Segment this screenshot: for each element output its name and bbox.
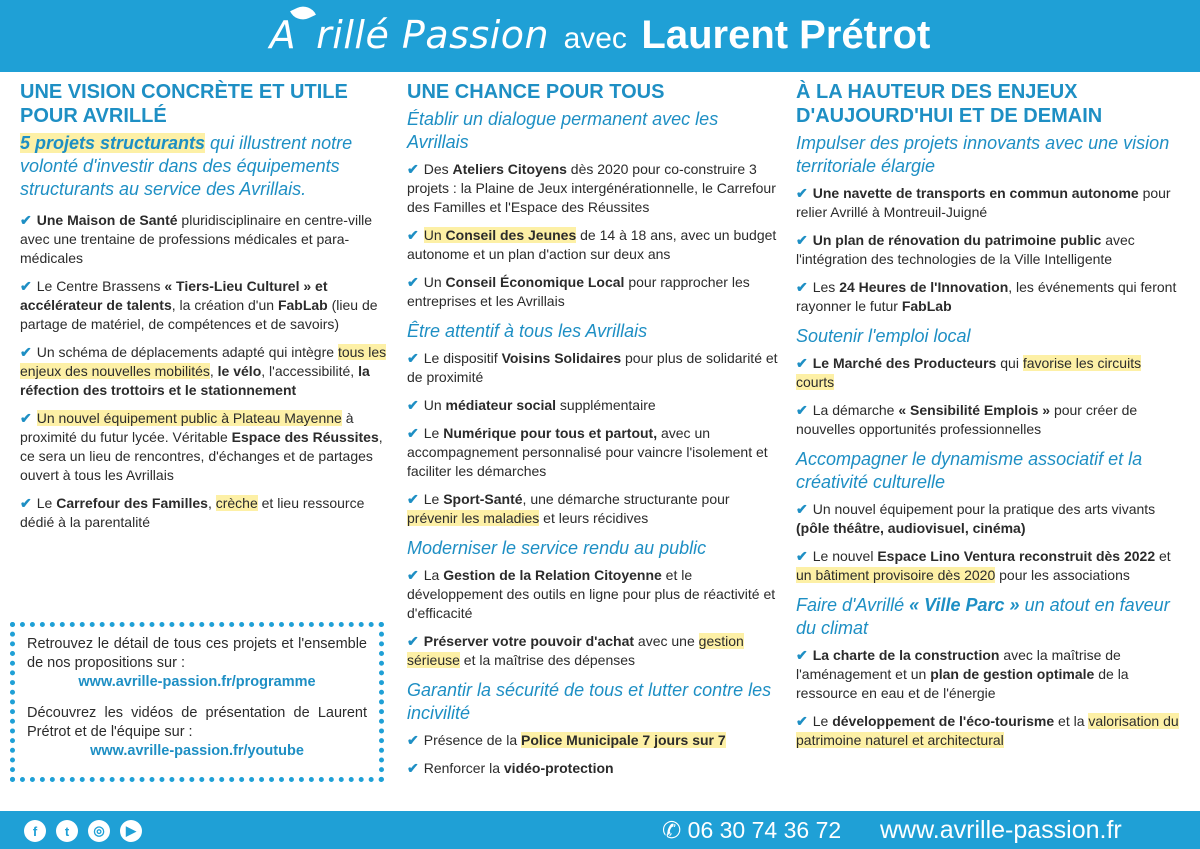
info-text: Retrouvez le détail de tous ces projets et l'ensemble de nos propositions sur : (27, 636, 367, 671)
list-item: ✔ Les 24 Heures de l'Innovation, les événements qui feront rayonner le futur FabLab (796, 279, 1177, 314)
section-heading: Garantir la sécurité de tous et lutter contre les incivilité (407, 680, 772, 723)
section-heading: Établir un dialogue permanent avec les Avrillais (407, 109, 719, 152)
check-icon: ✔ (407, 732, 419, 748)
phone-number[interactable]: ✆ 06 30 74 36 72 (662, 817, 842, 843)
brand-name: A rillé Passion (270, 13, 549, 57)
check-icon: ✔ (796, 402, 808, 418)
check-icon: ✔ (796, 232, 808, 248)
section-heading: Moderniser le service rendu au public (407, 538, 707, 558)
programme-link[interactable]: www.avrille-passion.fr/programme (78, 674, 316, 690)
info-text: Découvrez les vidéos de présentation de Laurent Prétrot et de l'équipe sur : (27, 705, 367, 740)
candidate-name: Laurent Prétrot (641, 13, 931, 57)
section-heading: Soutenir l'emploi local (796, 326, 971, 346)
check-icon: ✔ (796, 185, 808, 201)
check-icon: ✔ (20, 410, 32, 426)
list-item: ✔ Un schéma de déplacements adapté qui intègre tous les enjeux des nouvelles mobilités, le vélo, l'accessibilité, la réfection des trottoirs et le stationnement (20, 344, 387, 398)
phone-icon: ✆ (662, 817, 682, 843)
list-item: ✔ Le Sport-Santé, une démarche structurante pour prévenir les maladies et leurs récidives (407, 491, 730, 526)
list-item: ✔ Un Conseil des Jeunes de 14 à 18 ans, avec un budget autonome et un plan d'action sur deux ans (407, 227, 777, 262)
check-icon: ✔ (20, 278, 32, 294)
list-item: ✔ Un Conseil Économique Local pour rapprocher les entreprises et les Avrillais (407, 274, 750, 309)
list-item: ✔ La Gestion de la Relation Citoyenne et le développement des outils en ligne pour plus de réactivité et d'efficacité (407, 567, 776, 621)
check-icon: ✔ (407, 633, 419, 649)
check-icon: ✔ (20, 344, 32, 360)
list-item: ✔ Le nouvel Espace Lino Ventura reconstruit dès 2022 et un bâtiment provisoire dès 2020 pour les associations (796, 548, 1171, 583)
header-banner (0, 0, 1200, 72)
check-icon: ✔ (796, 647, 808, 663)
info-box (10, 622, 384, 782)
section-list (407, 566, 779, 670)
youtube-icon[interactable]: ▶ (120, 820, 142, 842)
list-item: ✔ Le Centre Brassens « Tiers-Lieu Culturel » et accélérateur de talents, la création d'un FabLab (lieu de partage de matériel, de compétences et de savoirs) (20, 278, 378, 332)
section-list (407, 349, 779, 528)
column-vision (20, 80, 392, 541)
check-icon: ✔ (407, 274, 419, 290)
column-title: UNE CHANCE POUR TOUS (407, 81, 665, 103)
section-list (407, 160, 779, 311)
section-list (796, 646, 1180, 750)
twitter-icon[interactable]: t (56, 820, 78, 842)
footer-bar (0, 811, 1200, 849)
list-item: ✔ La démarche « Sensibilité Emplois » pour créer de nouvelles opportunités professionnelles (796, 402, 1138, 437)
column-title: UNE VISION CONCRÈTE ET UTILE POUR AVRILLÉ (20, 81, 348, 127)
list-item: ✔ Le Carrefour des Familles, crèche et lieu ressource dédié à la parentalité (20, 495, 365, 530)
check-icon: ✔ (407, 161, 419, 177)
list-item: ✔ Le Numérique pour tous et partout, avec un accompagnement personnalisé pour vaincre l'isolement et faciliter les démarches (407, 425, 768, 479)
check-icon: ✔ (796, 355, 808, 371)
header-title (0, 6, 1200, 58)
check-icon: ✔ (407, 425, 419, 441)
list-item: ✔ Des Ateliers Citoyens dès 2020 pour co-construire 3 projets : la Plaine de Jeux intergénérationnelle, le Carrefour des Familles et l'Espace des Réussites (407, 161, 776, 215)
check-icon: ✔ (407, 397, 419, 413)
check-icon: ✔ (20, 495, 32, 511)
check-icon: ✔ (407, 491, 419, 507)
check-icon: ✔ (407, 760, 419, 776)
list-item: ✔ Le Marché des Producteurs qui favorise les circuits courts (796, 355, 1142, 390)
list-item: ✔ Une Maison de Santé pluridisciplinaire en centre-ville avec une trentaine de professions médicales et para-médicales (20, 212, 373, 266)
list-item: ✔ Un nouvel équipement public à Plateau Mayenne à proximité du futur lycée. Véritable Espace des Réussites, ce sera un lieu de rencontres, d'échanges et de partages ouvert à tous les Avrillais (20, 410, 383, 483)
list-item: ✔ Un nouvel équipement pour la pratique des arts vivants (pôle théâtre, audiovisuel, cinéma) (796, 501, 1156, 536)
list-item: ✔ Présence de la Police Municipale 7 jours sur 7 (407, 732, 726, 748)
section-heading: Accompagner le dynamisme associatif et la créativité culturelle (796, 449, 1143, 492)
list-item: ✔ Un plan de rénovation du patrimoine public avec l'intégration des technologies de la Ville Intelligente (796, 232, 1135, 267)
column-enjeux (796, 80, 1180, 759)
list-item: ✔ Préserver votre pouvoir d'achat avec une gestion sérieuse et la maîtrise des dépenses (407, 633, 744, 668)
project-list (20, 211, 392, 532)
website-link[interactable]: www.avrille-passion.fr (880, 816, 1122, 844)
list-item: ✔ Renforcer la vidéo-protection (407, 760, 614, 776)
column-intro: 5 projets structurants qui illustrent notre volonté d'investir dans des équipements structurants au service des Avrillais. (20, 133, 353, 199)
list-item: ✔ Le dispositif Voisins Solidaires pour plus de solidarité et de proximité (407, 350, 778, 385)
check-icon: ✔ (796, 279, 808, 295)
section-heading: Impulser des projets innovants avec une vision territoriale élargie (796, 133, 1170, 176)
check-icon: ✔ (407, 350, 419, 366)
column-chance (407, 80, 779, 787)
check-icon: ✔ (20, 212, 32, 228)
check-icon: ✔ (796, 713, 808, 729)
section-list (407, 731, 779, 778)
section-list (796, 184, 1180, 316)
check-icon: ✔ (407, 567, 419, 583)
facebook-icon[interactable]: f (24, 820, 46, 842)
section-heading: Faire d'Avrillé « Ville Parc » un atout en faveur du climat (796, 595, 1170, 638)
check-icon: ✔ (796, 548, 808, 564)
section-list (796, 500, 1180, 585)
list-item: ✔ Un médiateur social supplémentaire (407, 397, 656, 413)
column-title: À LA HAUTEUR DES ENJEUX D'AUJOURD'HUI ET DE DEMAIN (796, 81, 1103, 127)
youtube-link[interactable]: www.avrille-passion.fr/youtube (90, 743, 304, 759)
check-icon: ✔ (796, 501, 808, 517)
list-item: ✔ La charte de la construction avec la maîtrise de l'aménagement et un plan de gestion optimale de la ressource en eau et de l'énergie (796, 647, 1129, 701)
check-icon: ✔ (407, 227, 419, 243)
section-list (796, 354, 1180, 439)
header-avec: avec (563, 22, 627, 55)
list-item: ✔ Le développement de l'éco-tourisme et la valorisation du patrimoine naturel et architectural (796, 713, 1179, 748)
list-item: ✔ Une navette de transports en commun autonome pour relier Avrillé à Montreuil-Juigné (796, 185, 1171, 220)
instagram-icon[interactable]: ◎ (88, 820, 110, 842)
section-heading: Être attentif à tous les Avrillais (407, 321, 648, 341)
social-links (24, 820, 142, 842)
